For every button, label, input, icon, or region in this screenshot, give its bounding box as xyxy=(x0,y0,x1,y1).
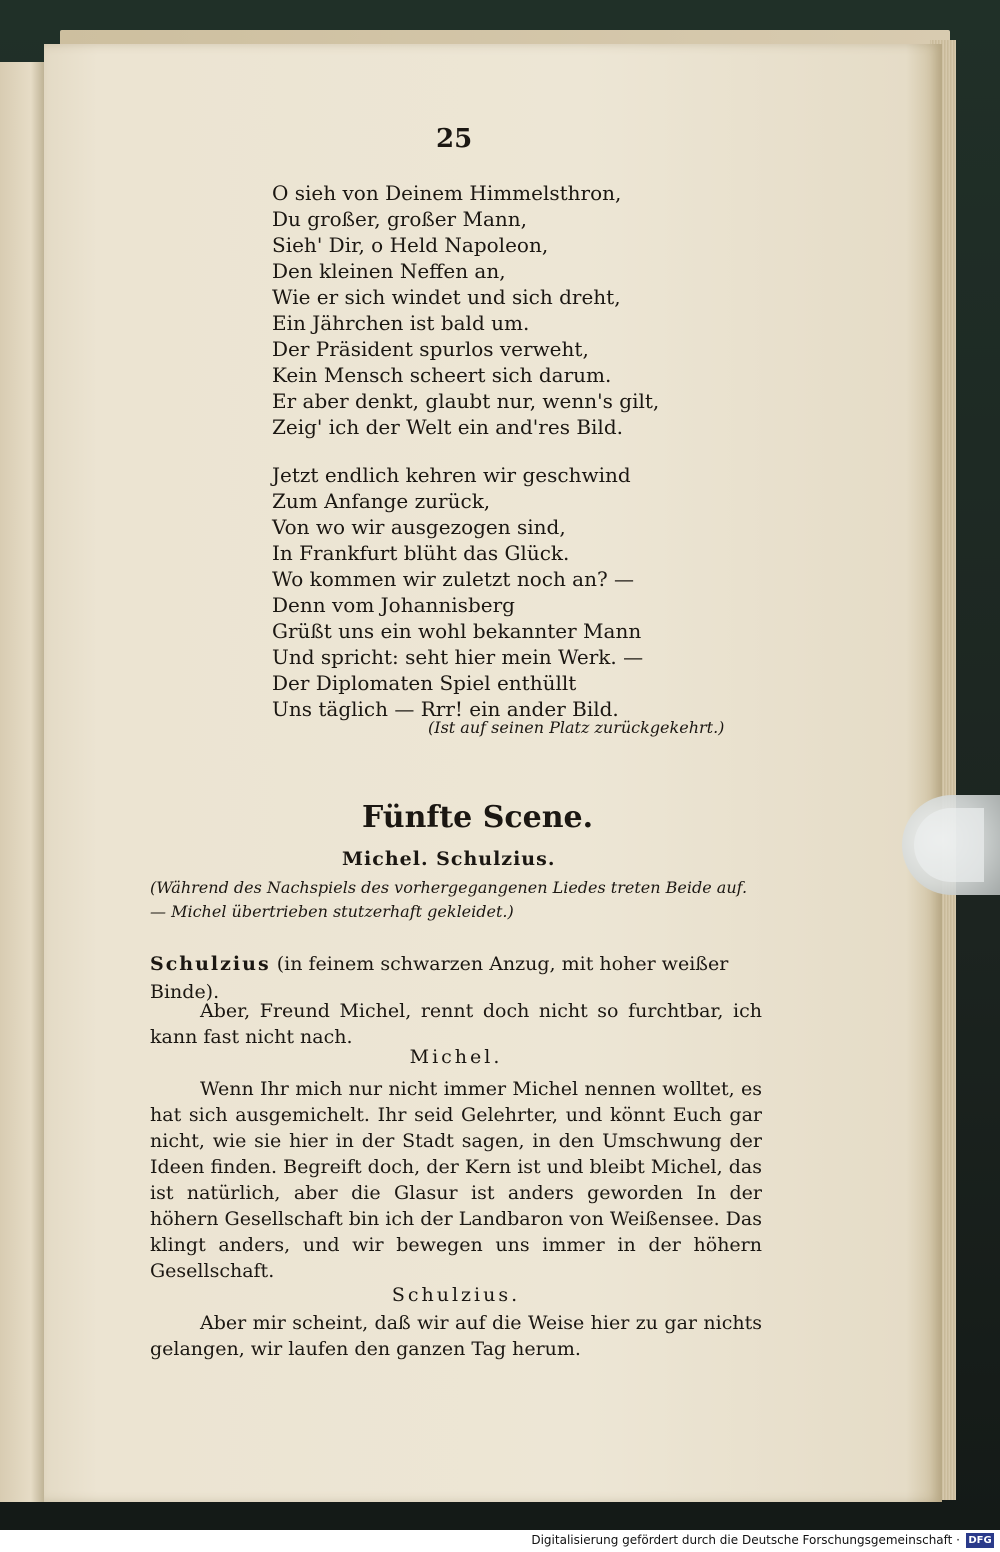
speaker-direction: (in feinem schwarzen Anzug, mit hoher weißer Binde). xyxy=(150,953,729,1003)
dialogue-paragraph-2 xyxy=(150,1076,762,1284)
verse-line: In Frankfurt blüht das Glück. xyxy=(272,541,570,565)
dialogue-paragraph-3 xyxy=(150,1310,762,1362)
footer-bar xyxy=(0,1530,1000,1552)
verse-line: Er aber denkt, glaubt nur, wenn's gilt, xyxy=(272,389,660,413)
verse-line: Wo kommen wir zuletzt noch an? — xyxy=(272,567,635,591)
dialogue-text: Wenn Ihr mich nur nicht immer Michel nennen wolltet, es hat sich ausgemichelt. Ihr seid Gelehrter, und könnt Euch gar nicht, wie sie hier in der Stadt sagen, in den Umschwung der Ideen finden. Begreift doch, der Kern ist und bleibt Michel, das ist natürlich, aber die Glasur ist anders geworden In der höhern Gesellschaft bin ich der Landbaron von Weißensee. Das klingt anders, und wir bewegen uns immer in der höhern Gesellschaft. xyxy=(150,1078,762,1282)
dfg-logo: DFG xyxy=(966,1533,994,1548)
verse-line: Den kleinen Neffen an, xyxy=(272,259,506,283)
verse-line: Und spricht: seht hier mein Werk. — xyxy=(272,645,644,669)
verse-line: Sieh' Dir, o Held Napoleon, xyxy=(272,233,549,257)
verse-stanza-2 xyxy=(272,462,643,722)
verse-line: Du großer, großer Mann, xyxy=(272,207,527,231)
verse-line: Der Präsident spurlos verweht, xyxy=(272,337,589,361)
verse-stanza-1 xyxy=(272,180,659,440)
verse-line: Kein Mensch scheert sich darum. xyxy=(272,363,612,387)
verse-line: Der Diplomaten Spiel enthüllt xyxy=(272,671,577,695)
scene-direction: (Während des Nachspiels des vorhergegangenen Liedes treten Beide auf. — Michel übertrieben stutzerhaft gekleidet.) xyxy=(150,878,748,921)
dialogue-text: Aber mir scheint, daß wir auf die Weise hier zu gar nichts gelangen, wir laufen den ganzen Tag herum. xyxy=(150,1312,762,1360)
glass-clip-highlight xyxy=(914,808,984,882)
speaker-name: Schulzius xyxy=(150,953,271,975)
scene-characters: Michel. Schulzius. xyxy=(342,848,556,870)
footer-credit: Digitalisierung gefördert durch die Deutsche Forschungsgemeinschaft · xyxy=(531,1533,960,1547)
verse-line: Von wo wir ausgezogen sind, xyxy=(272,515,566,539)
stage-note: (Ist auf seinen Platz zurückgekehrt.) xyxy=(428,718,725,737)
verse-line: O sieh von Deinem Himmelsthron, xyxy=(272,181,622,205)
verse-line: Zum Anfange zurück, xyxy=(272,489,491,513)
scene-title: Fünfte Scene. xyxy=(362,800,594,835)
verse-line: Ein Jährchen ist bald um. xyxy=(272,311,530,335)
page-number: 25 xyxy=(436,124,473,154)
left-page-edge xyxy=(0,62,45,1502)
verse-line: Jetzt endlich kehren wir geschwind xyxy=(272,463,631,487)
verse-line: Denn vom Johannisberg xyxy=(272,593,515,617)
verse-line: Zeig' ich der Welt ein and'res Bild. xyxy=(272,415,623,439)
verse-line: Wie er sich windet und sich dreht, xyxy=(272,285,621,309)
dialogue-text: Aber, Freund Michel, rennt doch nicht so furchtbar, ich kann fast nicht nach. xyxy=(150,1000,762,1048)
dialogue-paragraph-1 xyxy=(150,998,762,1050)
verse-line: Uns täglich — Rrr! ein ander Bild. xyxy=(272,697,619,721)
verse-line: Grüßt uns ein wohl bekannter Mann xyxy=(272,619,642,643)
speaker-heading-schulzius: Schulzius. xyxy=(391,1284,521,1306)
speaker-heading-michel: Michel. xyxy=(409,1046,503,1068)
